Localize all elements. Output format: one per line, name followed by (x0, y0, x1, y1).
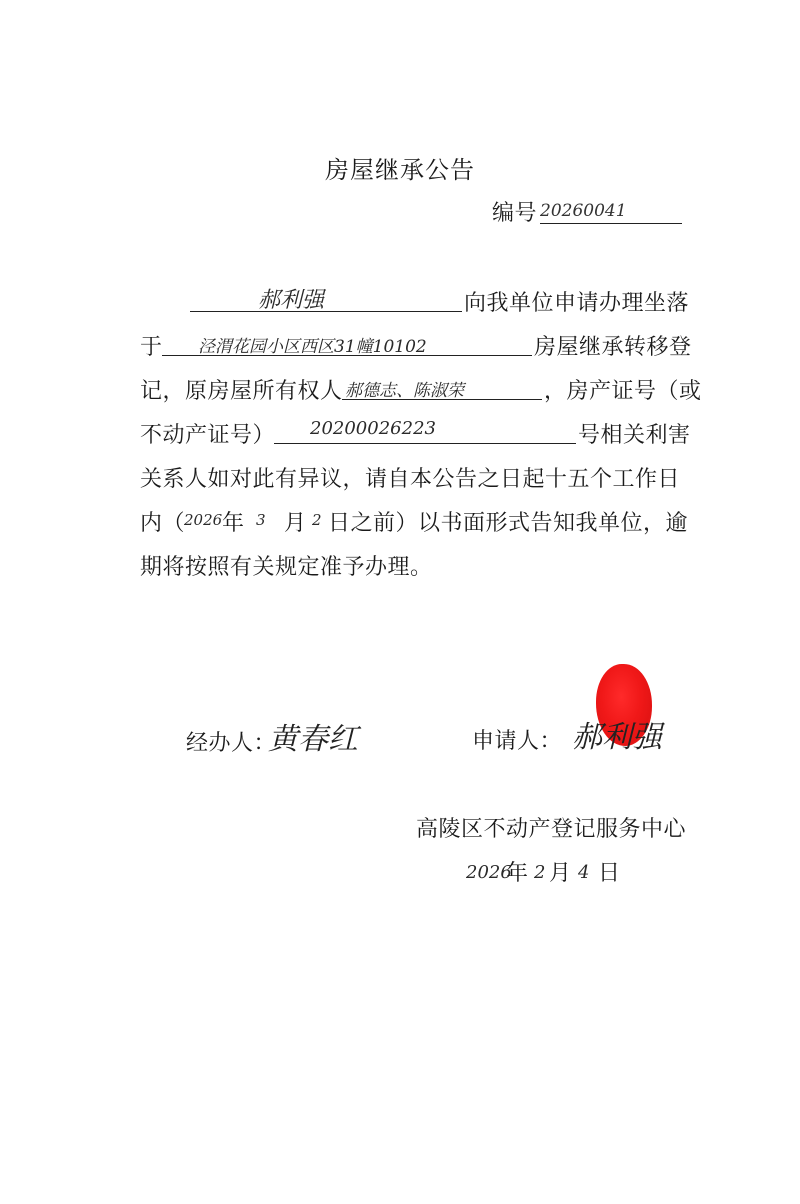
deadline-month-handwritten: 3 (256, 511, 266, 529)
deadline-day-handwritten: 2 (312, 511, 322, 529)
applicant-label: 申请人： (472, 729, 563, 754)
text-cert2: 不动产证号） (140, 423, 276, 448)
applicant-signature: 郝利强 (572, 720, 662, 755)
handler-label: 经办人： (186, 731, 277, 756)
text-transfer: 房屋继承转移登 (534, 335, 692, 360)
text-line6-end: 日之前）以书面形式告知我单位，逾 (328, 511, 689, 536)
serial-label: 编号 (492, 201, 538, 226)
issue-day-label: 日 (598, 861, 621, 886)
issue-year-label: 年 (506, 861, 529, 886)
issuer-name: 高陵区不动产登记服务中心 (416, 817, 687, 842)
text-ji: 记，原房屋所有权人 (140, 379, 343, 404)
applicant-underline (190, 311, 462, 312)
property-location-handwritten: 泾渭花园小区西区31幢10102 (198, 337, 427, 357)
issue-day-handwritten: 4 (578, 862, 590, 883)
certificate-number-handwritten: 20200026223 (310, 418, 436, 439)
handler-signature: 黄春红 (268, 722, 358, 757)
deadline-year-handwritten: 2026 (184, 511, 223, 529)
serial-underline (540, 223, 682, 224)
original-owners-handwritten: 郝德志、陈淑荣 (345, 381, 464, 401)
text-line7: 期将按照有关规定准予办理。 (140, 555, 433, 580)
text-cert: ，房产证号（或 (544, 379, 702, 404)
issue-month-handwritten: 2 (534, 862, 546, 883)
issue-month-label: 月 (549, 861, 572, 886)
text-month: 月 (284, 511, 307, 536)
text-year: 年 (222, 511, 245, 536)
applicant-name-handwritten: 郝利强 (258, 288, 325, 313)
text-at: 于 (140, 335, 163, 360)
issue-year-handwritten: 2026 (466, 862, 512, 883)
text-nei: 内（ (140, 511, 186, 536)
text-line5: 关系人如对此有异议，请自本公告之日起十五个工作日 (140, 467, 681, 492)
notice-title: 房屋继承公告 (325, 156, 475, 184)
certificate-underline (274, 443, 576, 444)
serial-number: 20260041 (540, 201, 627, 221)
text-applies: 向我单位申请办理坐落 (464, 291, 690, 316)
text-interested: 号相关利害 (578, 423, 691, 448)
